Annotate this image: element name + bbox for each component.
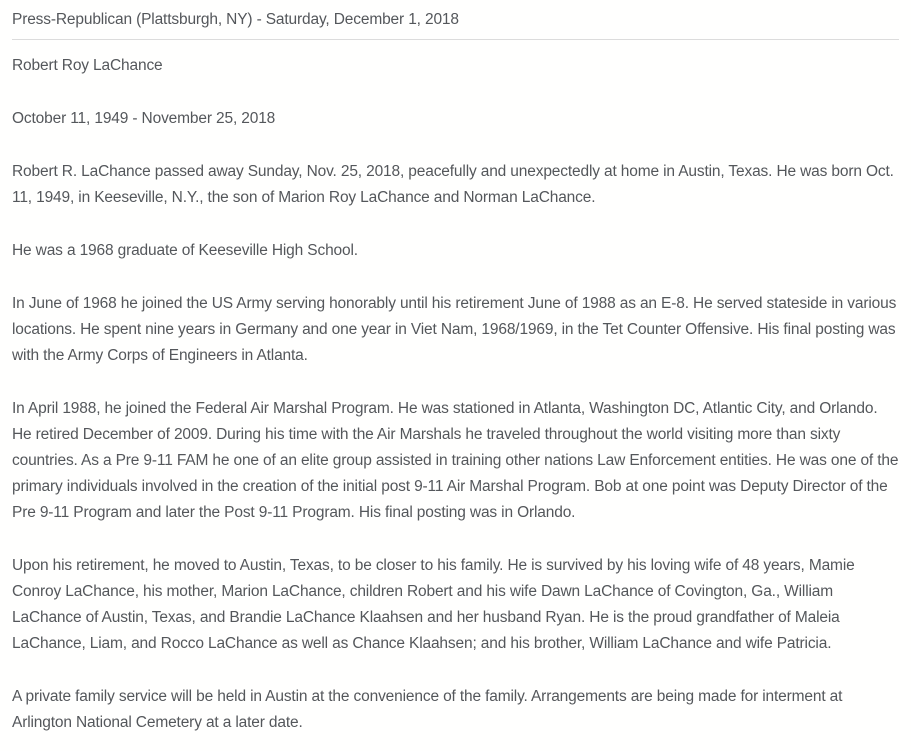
publication-dateline: Press-Republican (Plattsburgh, NY) - Saturday, December 1, 2018 xyxy=(12,11,459,28)
obituary-paragraph: A private family service will be held in Austin at the convenience of the family. Arrangements are being made for interment at Arlington National Cemetery at a later date. xyxy=(12,688,843,731)
life-dates: October 11, 1949 - November 25, 2018 xyxy=(12,110,276,127)
obituary-paragraph: He was a 1968 graduate of Keeseville High School. xyxy=(12,242,358,259)
obituary-paragraph: In June of 1968 he joined the US Army serving honorably until his retirement June of 1988 as an E-8. He served stateside in various locations. He spent nine years in Germany and one year in Viet Nam, 1968/1969, in the Tet Counter Offensive. His final posting was with the Army Corps of Engineers in Atlanta. xyxy=(12,295,897,364)
obituary-paragraph: In April 1988, he joined the Federal Air Marshal Program. He was stationed in Atlanta, Washington DC, Atlantic City, and Orlando. He retired December of 2009. During his time with the Air Marshals he traveled throughout the world visiting more than sixty countries. As a Pre 9-11 FAM he one of an elite group assisted in training other nations Law Enforcement entities. He was one of the primary individuals involved in the creation of the initial post 9-11 Air Marshal Program. Bob at one point was Deputy Director of the Pre 9-11 Program and later the Post 9-11 Program. His final posting was in Orlando. xyxy=(12,400,899,521)
header-divider xyxy=(12,39,899,40)
obituary-paragraph: Robert R. LaChance passed away Sunday, Nov. 25, 2018, peacefully and unexpectedly at home in Austin, Texas. He was born Oct. 11, 1949, in Keeseville, N.Y., the son of Marion Roy LaChance and Norman LaChance. xyxy=(12,163,894,206)
obituary-paragraph: Upon his retirement, he moved to Austin, Texas, to be closer to his family. He is survived by his loving wife of 48 years, Mamie Conroy LaChance, his mother, Marion LaChance, children Robert and his wife Dawn LaChance of Covington, Ga., William LaChance of Austin, Texas, and Brandie LaChance Klaahsen and her husband Ryan. He is the proud grandfather of Maleia LaChance, Liam, and Rocco LaChance as well as Chance Klaahsen; and his brother, William LaChance and wife Patricia. xyxy=(12,557,855,652)
deceased-name: Robert Roy LaChance xyxy=(12,57,163,74)
